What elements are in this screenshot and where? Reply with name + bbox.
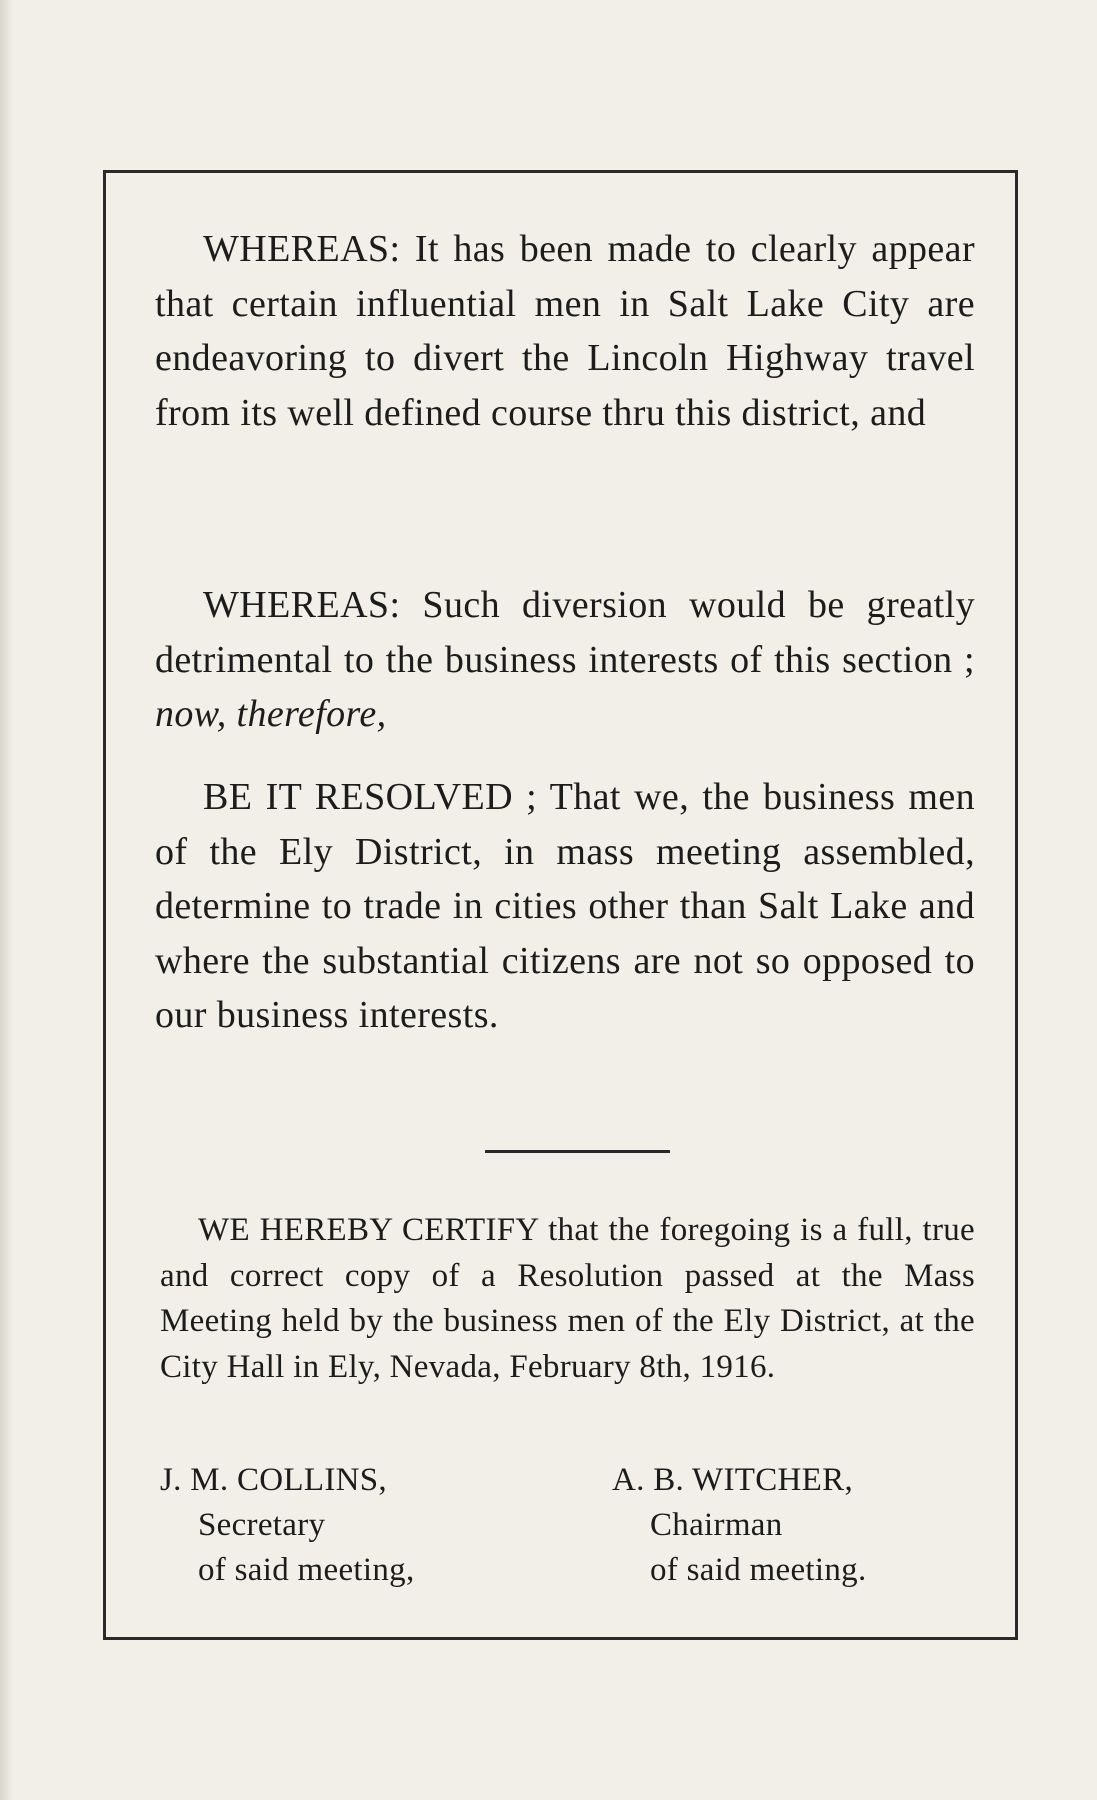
signature-chairman: [612, 1458, 867, 1593]
whereas-lead-1: WHEREAS:: [203, 228, 401, 270]
chairman-name: A. B. WITCHER,: [612, 1462, 854, 1498]
resolved-lead: BE IT RESOLVED ;: [203, 776, 538, 818]
certification-lead: WE HEREBY CERTIFY: [198, 1212, 539, 1248]
signature-secretary: [160, 1458, 415, 1593]
certification-paragraph: [160, 1208, 975, 1390]
whereas-paragraph-1: [155, 222, 975, 440]
certification-text: that the foregoing is a full, true and correct copy of a Resolution passed at the Mass Meeting held by the business men of the Ely District, at the City Hall in Ely, Nevada, February 8th, 1916.: [160, 1212, 975, 1385]
whereas-italic-tail: now, therefore,: [155, 693, 387, 735]
secretary-role: Secretary: [198, 1507, 326, 1543]
whereas-lead-2: WHEREAS:: [203, 584, 401, 626]
chairman-role-line2: of said meeting.: [650, 1552, 867, 1588]
section-divider: [485, 1150, 670, 1153]
secretary-role-line2: of said meeting,: [198, 1552, 415, 1588]
page-edge-shadow: [0, 0, 14, 1800]
resolved-paragraph: [155, 770, 975, 1043]
whereas-text-2: Such diversion would be greatly detrimental to the business interests of this section ;: [155, 584, 975, 681]
whereas-paragraph-2: [155, 578, 975, 742]
secretary-name: J. M. COLLINS,: [160, 1462, 387, 1498]
whereas-text-1: It has been made to clearly appear that certain influential men in Salt Lake City are endeavoring to divert the Lincoln Highway travel from its well defined course thru this district, and: [155, 228, 976, 434]
chairman-role: Chairman: [650, 1507, 783, 1543]
resolved-text: That we, the business men of the Ely District, in mass meeting assembled, determine to trade in cities other than Salt Lake and where the substantial citizens are not so opposed to our business interests.: [155, 776, 975, 1036]
